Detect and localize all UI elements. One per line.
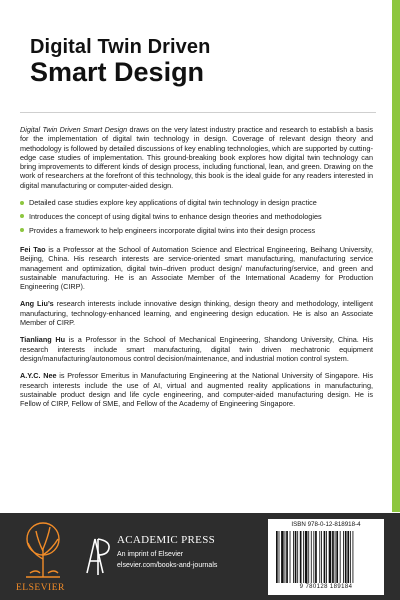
- bullet-item: Introduces the concept of using digital twins to enhance design theories and methodologies: [20, 212, 373, 221]
- author-name: A.Y.C. Nee: [20, 371, 57, 381]
- isbn-label: ISBN 978-0-12-818918-4: [291, 521, 361, 528]
- author-name: Tianliang Hu: [20, 335, 66, 345]
- feature-bullets: [20, 198, 373, 235]
- barcode-image: [274, 531, 378, 583]
- isbn-barcode-panel: [268, 519, 384, 595]
- bullet-item: Provides a framework to help engineers incorporate digital twins into their design process: [20, 226, 373, 235]
- author-name: Fei Tao: [20, 244, 46, 254]
- publisher-imprint: An imprint of Elsevier: [117, 551, 184, 558]
- author-bio-text: is a Professor at the School of Automation Science and Electrical Engineering, Beihang University, Beijing, China. His research interests are service-oriented smart manufacturing, manufacturing service management and optimization, digital twin–driven product design/ manufacturing/service, and green and sustainable manufacturing. He is an Associate Member of the International Academy for Production Engineering (CIRP).: [20, 244, 374, 292]
- elsevier-tree-logo-icon: [18, 519, 68, 581]
- title-line-1: Digital Twin Driven: [30, 36, 211, 58]
- description-paragraph: [20, 125, 373, 190]
- publisher-name: ACADEMIC PRESS: [117, 534, 216, 546]
- publisher-footer: [0, 513, 400, 600]
- publisher-url: elsevier.com/books-and-journals: [117, 562, 218, 569]
- author-bio-text: is Professor Emeritus in Manufacturing Engineering at the National University of Singapore. His research interests include the use of AI, virtual and augmented reality applications in manufacturing, sustainable product design and life cycle engineering, and computer-aided manufacturing design. He is Fellow of CIRP, Fellow of SME, and Fellow of the Academy of Engineering Singapore.: [20, 371, 373, 409]
- academic-press-logo-icon: [84, 533, 112, 577]
- title-line-2: Smart Design: [30, 57, 205, 87]
- author-bio: [20, 299, 373, 327]
- bullet-dot-icon: [20, 214, 24, 218]
- bullet-item: Detailed case studies explore key applications of digital twin technology in design practice: [20, 198, 373, 207]
- description-text: draws on the very latest industry practice and research to establish a basis for the implementation of digital twin technology in design. Coverage of relevant design theory and methodology is followed by detailed discussions of key enabling technologies, which are supported by cutting-edge case studies of implementation. This ground-breaking book explores how digital twin technology can bring improvements to different kinds of design process, including functional, lean, and green. Drawing on the work of researchers at the forefront of this technology, this book is the ideal guide for any readers interested in digital manufacturing or computer-aided design.: [20, 125, 373, 190]
- author-name: Ang Liu’s: [20, 299, 54, 309]
- bullet-dot-icon: [20, 201, 24, 205]
- elsevier-wordmark: ELSEVIER: [16, 583, 65, 593]
- author-bio: [20, 245, 373, 291]
- title-divider: [20, 112, 376, 113]
- book-title: [30, 36, 210, 88]
- author-bio-text: is a Professor in the School of Mechanical Engineering, Shandong University, China. His research interests include smart manufacturing, digital twin driven mechatronic equipment design/manufacturing/autonomous control decision/maintenance, and industrial motion control system.: [20, 335, 373, 363]
- author-bio: [20, 371, 373, 408]
- back-cover-content: [20, 125, 373, 416]
- description-book-title: Digital Twin Driven Smart Design: [20, 125, 128, 134]
- accent-strip: [392, 0, 400, 512]
- author-bio-text: research interests include innovative design thinking, design theory and methodology, intelligent manufacturing, technology-enhanced learning, and engineering design education. He is also an Associate Member of CIRP.: [20, 299, 373, 328]
- bullet-dot-icon: [20, 228, 24, 232]
- barcode-digits: 9 780128 189184: [299, 584, 353, 590]
- author-bio: [20, 335, 373, 363]
